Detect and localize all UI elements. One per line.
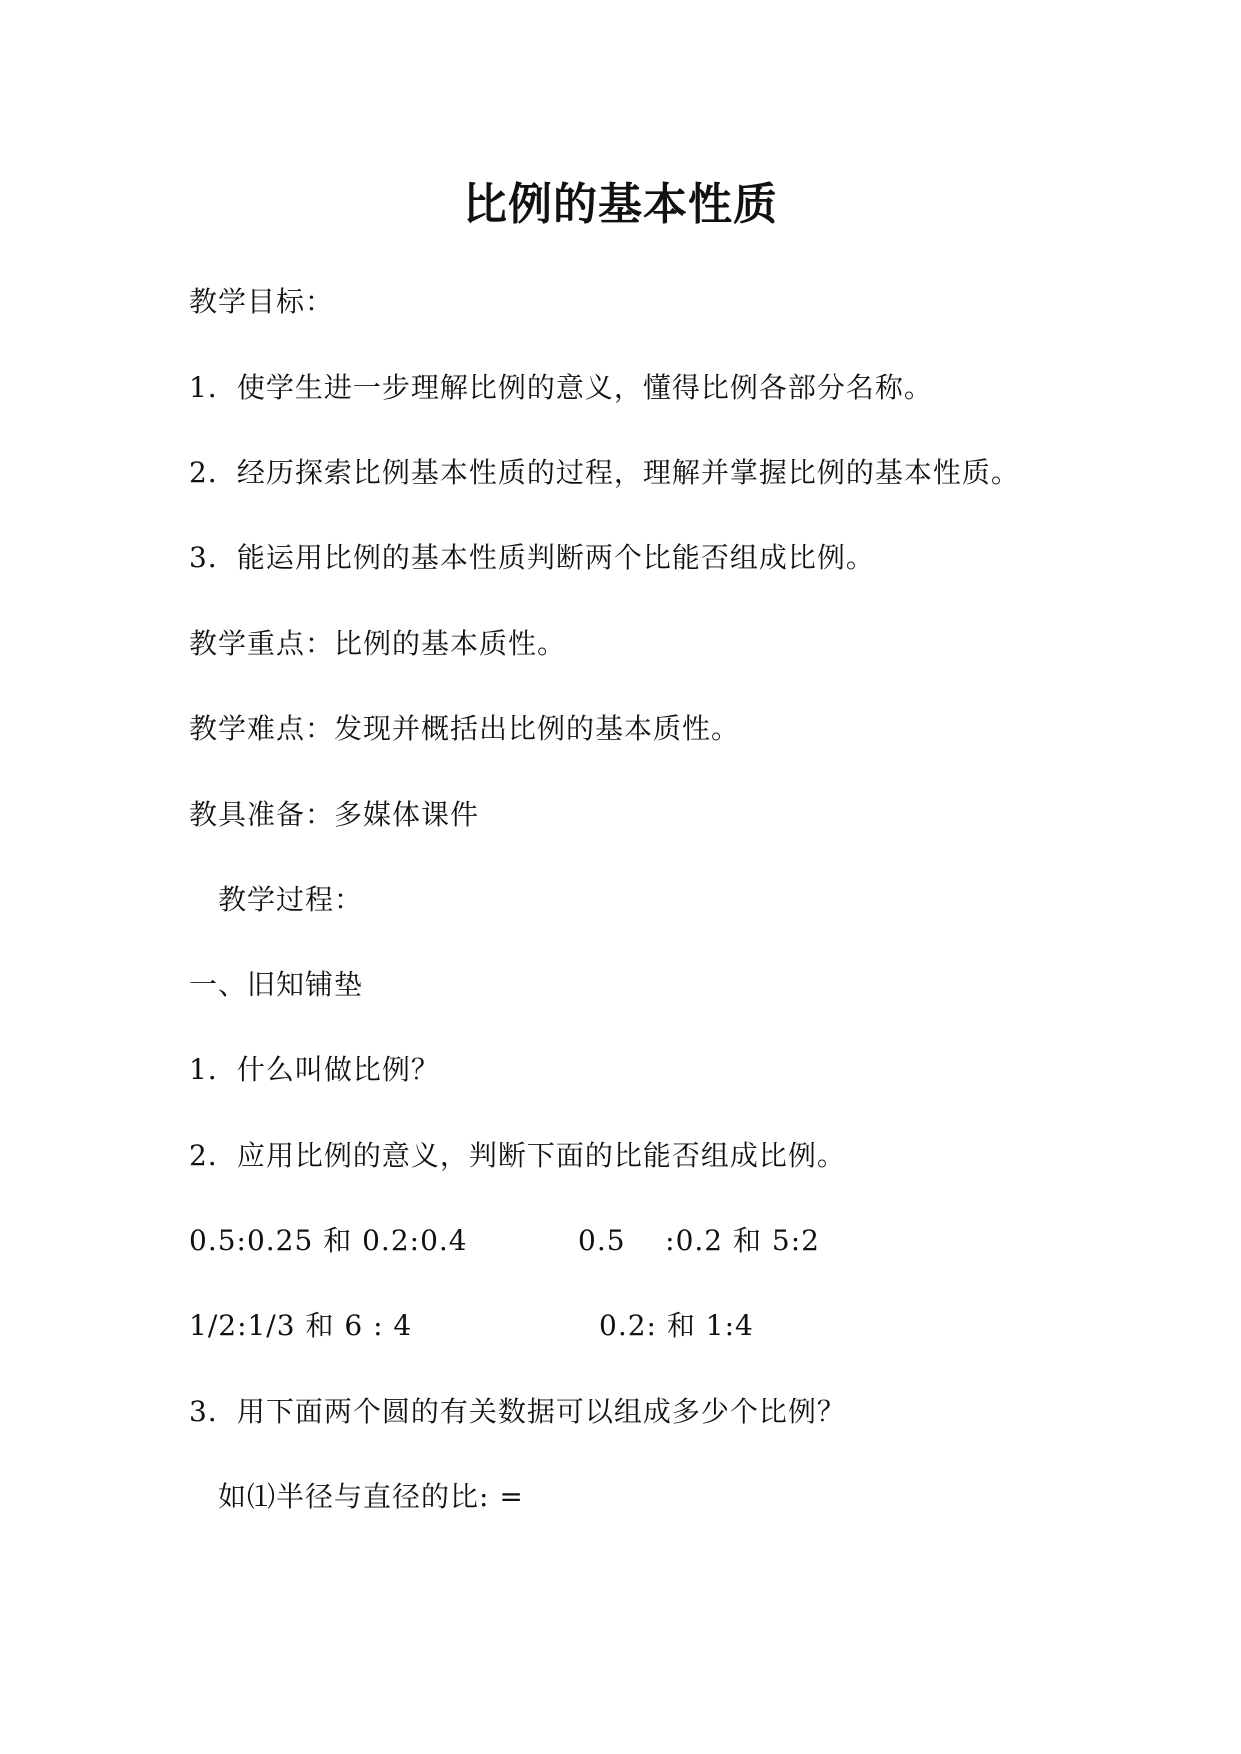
goal-item-2: 2．经历探索比例基本性质的过程，理解并掌握比例的基本性质。 <box>189 456 1020 489</box>
ratio-pair-row-1-left: 0.5:0.25 和 0.2:0.4 <box>189 1224 468 1257</box>
question-3: 3．用下面两个圆的有关数据可以组成多少个比例？ <box>189 1395 846 1428</box>
section-1-heading: 一、旧知铺垫 <box>189 968 364 1001</box>
ratio-pair-row-1-right: 0.5 :0.2 和 5:2 <box>578 1224 820 1257</box>
goals-heading: 教学目标： <box>189 285 335 318</box>
goal-item-3: 3．能运用比例的基本性质判断两个比能否组成比例。 <box>189 541 875 574</box>
page-title: 比例的基本性质 <box>463 179 778 230</box>
ratio-pair-row-2-left: 1/2:1/3 和 6 : 4 <box>189 1309 413 1342</box>
difficulty: 教学难点：发现并概括出比例的基本质性。 <box>189 712 741 745</box>
question-3-example: 如⑴半径与直径的比: = <box>218 1480 524 1513</box>
key-point: 教学重点：比例的基本质性。 <box>189 627 567 660</box>
process-heading: 教学过程： <box>218 883 364 916</box>
materials: 教具准备：多媒体课件 <box>189 798 480 831</box>
question-2: 2．应用比例的意义，判断下面的比能否组成比例。 <box>189 1139 846 1172</box>
goal-item-1: 1．使学生进一步理解比例的意义，懂得比例各部分名称。 <box>189 371 933 404</box>
question-1: 1．什么叫做比例？ <box>189 1053 440 1086</box>
ratio-pair-row-2-right: 0.2: 和 1:4 <box>599 1309 754 1342</box>
